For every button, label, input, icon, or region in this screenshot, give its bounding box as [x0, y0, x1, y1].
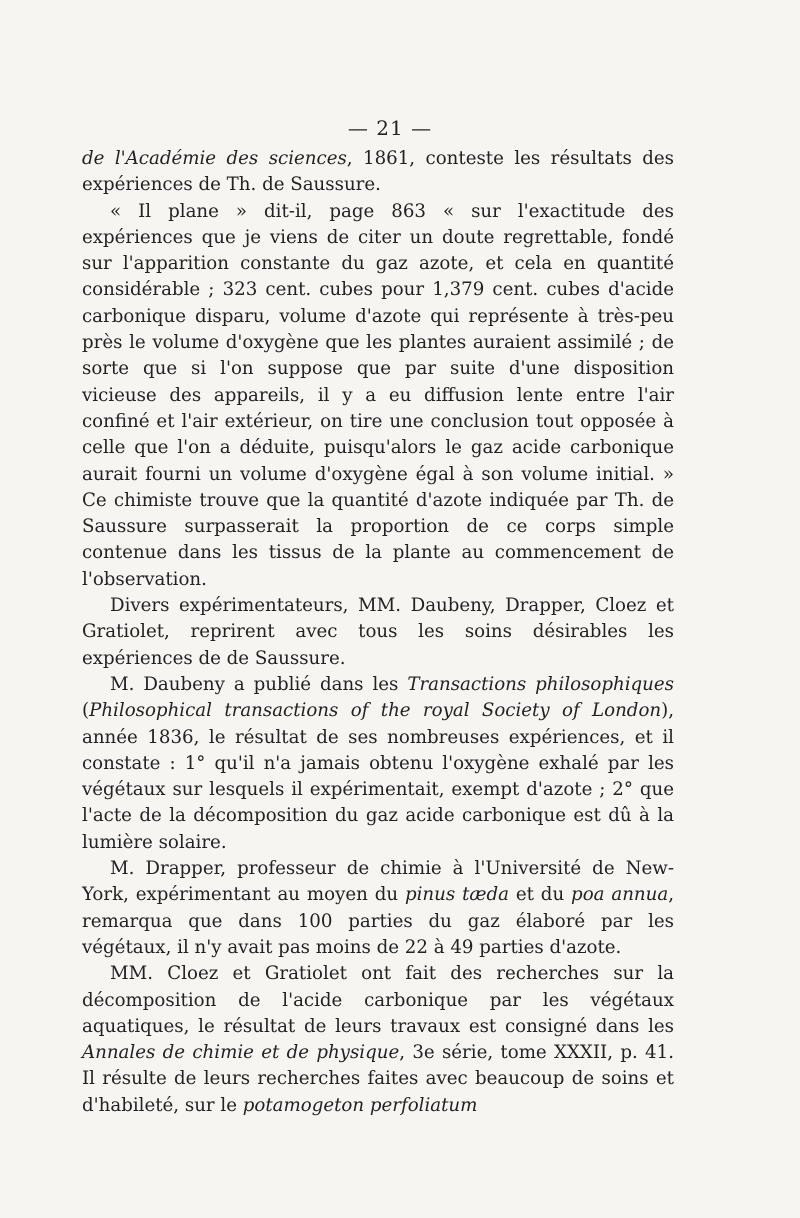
italic-text: de l'Académie des sciences — [82, 148, 347, 169]
text-segment: et du — [508, 884, 572, 906]
italic-text: poa annua — [571, 884, 669, 906]
paragraph — [82, 593, 674, 672]
paragraph — [82, 146, 674, 199]
text-segment: , remarqua que dans 100 parties du gaz élaboré par les végétaux, il n'y avait pas moins de 22 à 49 parties d'azote. — [82, 884, 674, 958]
text-segment: M. Daubeny a publié dans les — [110, 673, 408, 695]
italic-text: potamogeton perfoliatum — [242, 1094, 478, 1116]
italic-text: pinus tæda — [404, 884, 509, 906]
italic-text: Transactions philosophiques — [407, 673, 674, 695]
paragraph — [82, 672, 674, 856]
text-segment: MM. Cloez et Gratiolet ont fait des recherches sur la décomposition de l'acide carbonique par les végétaux aquatiques, le résultat de leurs travaux est consigné dans les — [82, 963, 674, 1037]
page-number: — 21 — — [347, 116, 433, 140]
italic-text: Philosophical transactions of the royal Society of London — [89, 700, 662, 722]
text-segment: M. Drapper, professeur de chimie à l'Université de New-York, expérimentant au moyen du — [82, 858, 674, 906]
body-text — [82, 146, 674, 1119]
paragraph — [82, 961, 674, 1119]
paragraph — [82, 199, 674, 593]
text-segment: ( — [82, 700, 90, 722]
text-segment: , 1861, conteste les résultats des expériences de Th. de Saussure. — [82, 148, 674, 196]
paragraph — [82, 856, 674, 961]
text-segment: , 3e série, tome XXXII, p. 41. Il résulte de leurs recherches faites avec beaucoup de soins et d'habileté, sur le — [82, 1042, 674, 1116]
text-segment: Divers expérimentateurs, MM. Daubeny, Drapper, Cloez et Gratiolet, reprirent avec tous les soins désirables les expériences de de Saussure. — [82, 595, 674, 669]
text-segment: « Il plane » dit-il, page 863 « sur l'exactitude des expériences que je viens de citer un doute regrettable, fondé sur l'apparition constante du gaz azote, et cela en quantité considérable ; 323 cent. cubes pour 1,379 cent. cubes d'acide carbonique disparu, volume d'azote qui représente à très-peu près le volume d'oxygène que les plantes auraient assimilé ; de sorte que si l'on suppose que par suite d'une disposition vicieuse des appareils, il y a eu diffusion lente entre l'air confiné et l'air extérieur, on tire une conclusion tout opposée à celle que l'on a déduite, puisqu'alors le gaz acide carbonique aurait fourni un volume d'oxygène égal à son volume initial. » Ce chimiste trouve que la quantité d'azote indiquée par Th. de Saussure surpasserait la proportion de ce corps simple contenue dans les tissus de la plante au commencement de l'observation. — [82, 200, 674, 590]
italic-text: Annales de chimie et de physique — [82, 1042, 400, 1064]
text-segment: ), année 1836, le résultat de ses nombreuses expériences, et il constate : 1° qu'il n'a jamais obtenu l'oxygène exhalé par les végétaux sur lesquels il expérimentait, exempt d'azote ; 2° que l'acte de la décomposition du gaz acide carbonique est dû à la lumière solaire. — [82, 700, 674, 853]
